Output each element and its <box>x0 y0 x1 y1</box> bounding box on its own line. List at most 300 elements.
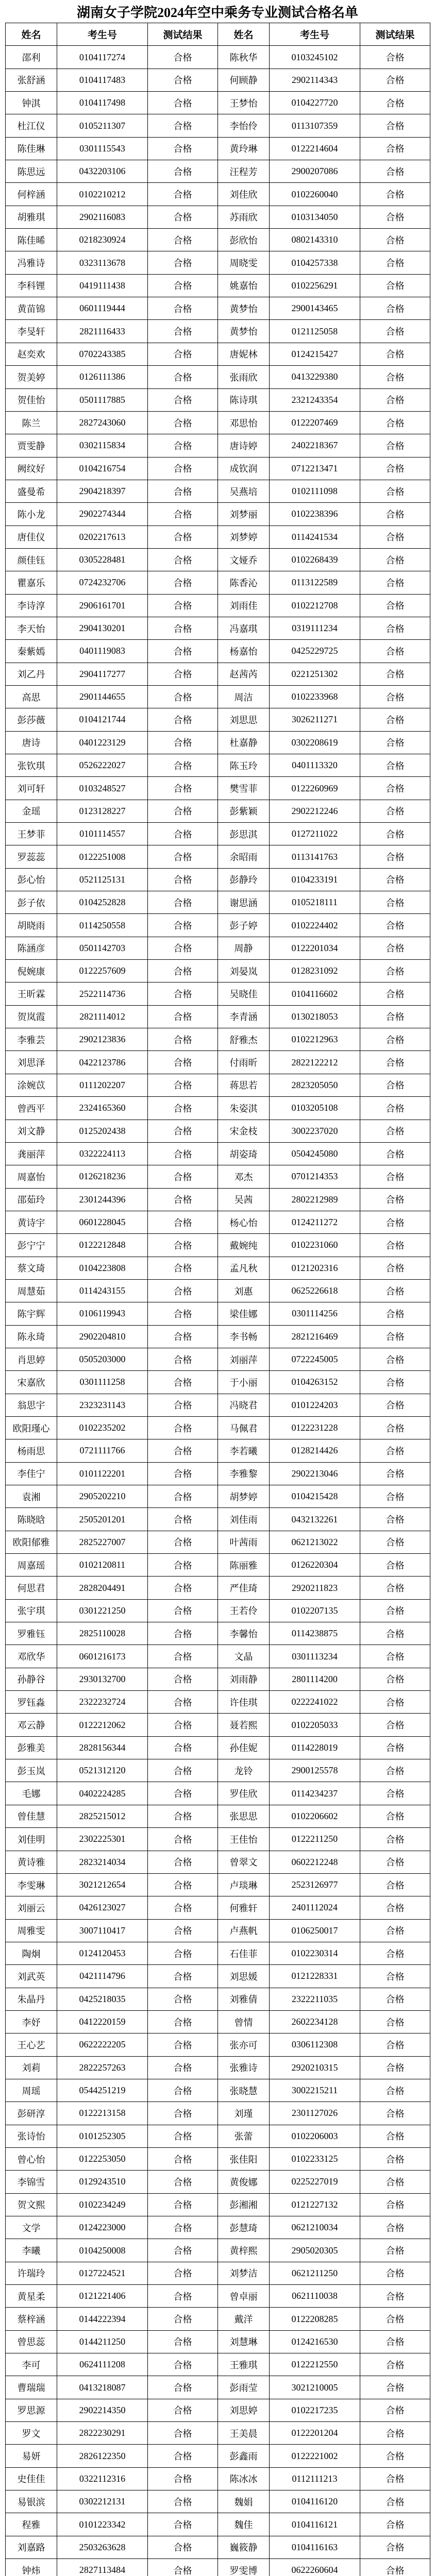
result-cell: 合格 <box>148 1120 218 1142</box>
exam-id-cell: 2906161701 <box>57 594 148 617</box>
name-cell: 程雅 <box>6 2513 57 2536</box>
name-cell: 邓杰 <box>218 1165 270 1188</box>
name-cell: 张舒涵 <box>6 69 57 91</box>
exam-id-cell: 2920211823 <box>270 1577 360 1599</box>
exam-id-cell: 0425218035 <box>57 1988 148 2010</box>
exam-id-cell: 0412220159 <box>57 2010 148 2033</box>
exam-id-cell: 2905202210 <box>57 1485 148 1508</box>
exam-id-cell: 0622260604 <box>270 2559 360 2576</box>
name-cell: 于小丽 <box>218 1371 270 1394</box>
result-cell: 合格 <box>148 1942 218 1964</box>
table-row <box>6 937 430 959</box>
table-row <box>6 137 430 160</box>
exam-id-cell: 0621210034 <box>270 2216 360 2239</box>
exam-id-cell: 0114241534 <box>270 526 360 548</box>
result-cell: 合格 <box>148 2262 218 2284</box>
exam-id-cell: 0621110038 <box>270 2285 360 2308</box>
result-cell: 合格 <box>148 1828 218 1851</box>
table-row <box>6 1485 430 1508</box>
exam-id-cell: 0122231228 <box>270 1416 360 1439</box>
table-row <box>6 366 430 388</box>
result-cell: 合格 <box>148 1142 218 1165</box>
result-cell: 合格 <box>360 1051 430 1074</box>
exam-id-cell: 0114250558 <box>57 914 148 937</box>
name-cell: 欧阳瑾心 <box>6 1416 57 1439</box>
name-cell: 刘惠 <box>218 1279 270 1302</box>
result-cell: 合格 <box>360 183 430 206</box>
table-row <box>6 2147 430 2170</box>
table-row <box>6 1120 430 1142</box>
exam-id-cell: 0102224402 <box>270 914 360 937</box>
table-row <box>6 1234 430 1257</box>
result-cell: 合格 <box>148 1028 218 1051</box>
name-cell: 彭玉岚 <box>6 1759 57 1782</box>
exam-id-cell: 0106119943 <box>57 1302 148 1325</box>
result-cell: 合格 <box>360 206 430 228</box>
result-cell: 合格 <box>148 274 218 297</box>
name-cell: 舒雅杰 <box>218 1028 270 1051</box>
result-cell: 合格 <box>360 685 430 708</box>
name-cell: 贺文熙 <box>6 2193 57 2216</box>
exam-id-cell: 0114228019 <box>270 1736 360 1759</box>
exam-id-cell: 0101252305 <box>57 2125 148 2147</box>
name-cell: 樊雪菲 <box>218 777 270 800</box>
header-result-left: 测试结果 <box>148 23 218 46</box>
result-cell: 合格 <box>360 868 430 891</box>
name-cell: 刘莉 <box>6 2056 57 2079</box>
name-cell: 蔡梓涵 <box>6 2308 57 2330</box>
name-cell: 李书畅 <box>218 1325 270 1348</box>
result-cell: 合格 <box>148 2033 218 2056</box>
result-cell: 合格 <box>360 1622 430 1645</box>
table-row <box>6 1394 430 1416</box>
table-row <box>6 411 430 434</box>
table-row <box>6 845 430 868</box>
result-cell: 合格 <box>360 548 430 571</box>
exam-id-cell: 0122260969 <box>270 777 360 800</box>
header-exam-id-left: 考生号 <box>57 23 148 46</box>
name-cell: 何思君 <box>6 1577 57 1599</box>
exam-id-cell: 0102235202 <box>57 1416 148 1439</box>
table-row <box>6 2422 430 2445</box>
result-cell: 合格 <box>360 2125 430 2147</box>
table-row <box>6 1645 430 1668</box>
exam-id-cell: 0218230924 <box>57 229 148 251</box>
exam-id-cell: 0104216754 <box>57 457 148 480</box>
exam-id-cell: 0104116163 <box>270 2536 360 2558</box>
result-cell: 合格 <box>360 1828 430 1851</box>
name-cell: 张钦琪 <box>6 754 57 777</box>
result-cell: 合格 <box>148 1074 218 1096</box>
name-cell: 黄诗宇 <box>6 1211 57 1233</box>
name-cell: 翁思宇 <box>6 1394 57 1416</box>
table-row <box>6 2193 430 2216</box>
name-cell: 罗思源 <box>6 2399 57 2421</box>
name-cell: 黄梦怡 <box>218 297 270 320</box>
name-cell: 王心艺 <box>6 2033 57 2056</box>
result-cell: 合格 <box>148 1097 218 1120</box>
result-cell: 合格 <box>360 1714 430 1736</box>
result-cell: 合格 <box>360 46 430 69</box>
name-cell: 张亦可 <box>218 2033 270 2056</box>
name-cell: 严佳琦 <box>218 1577 270 1599</box>
name-cell: 汪程芳 <box>218 160 270 183</box>
table-row <box>6 320 430 343</box>
name-cell: 魏娟 <box>218 2490 270 2513</box>
result-cell: 合格 <box>148 1005 218 1028</box>
result-cell: 合格 <box>360 617 430 639</box>
exam-id-cell: 0122221002 <box>270 2445 360 2467</box>
name-cell: 文晶 <box>218 1645 270 1668</box>
exam-id-cell: 2902274344 <box>57 503 148 526</box>
exam-id-cell: 0701214353 <box>270 1165 360 1188</box>
table-row <box>6 1416 430 1439</box>
name-cell: 蔡文琦 <box>6 1257 57 1279</box>
exam-id-cell: 0122212848 <box>57 1234 148 1257</box>
name-cell: 刘思泽 <box>6 1051 57 1074</box>
exam-id-cell: 0419111438 <box>57 274 148 297</box>
result-cell: 合格 <box>148 137 218 160</box>
name-cell: 罗雅钰 <box>6 1622 57 1645</box>
result-cell: 合格 <box>148 2216 218 2239</box>
exam-id-cell: 0104233191 <box>270 868 360 891</box>
name-cell: 罗蕊蕊 <box>6 845 57 868</box>
name-cell: 何梓涵 <box>6 183 57 206</box>
exam-id-cell: 2821116433 <box>57 320 148 343</box>
name-cell: 陈丽雅 <box>218 1554 270 1577</box>
name-cell: 彭子依 <box>6 891 57 914</box>
table-row <box>6 229 430 251</box>
name-cell: 张思思 <box>218 1805 270 1827</box>
table-row <box>6 251 430 274</box>
exam-id-cell: 0101224203 <box>270 1394 360 1416</box>
table-row <box>6 114 430 137</box>
exam-id-cell: 0112111213 <box>270 2467 360 2490</box>
result-cell: 合格 <box>148 46 218 69</box>
exam-id-cell: 0102230314 <box>270 1942 360 1964</box>
result-cell: 合格 <box>148 1691 218 1714</box>
exam-id-cell: 2322232724 <box>57 1691 148 1714</box>
name-cell: 刘思思 <box>218 708 270 731</box>
name-cell: 罗文 <box>6 2422 57 2445</box>
table-row <box>6 1736 430 1759</box>
result-cell: 合格 <box>148 548 218 571</box>
result-cell: 合格 <box>148 1462 218 1485</box>
table-row <box>6 2285 430 2308</box>
table-row <box>6 1782 430 1805</box>
exam-id-cell: 0113141763 <box>270 845 360 868</box>
name-cell: 周慧茹 <box>6 1279 57 1302</box>
result-cell: 合格 <box>148 2490 218 2513</box>
table-row <box>6 1279 430 1302</box>
table-row <box>6 1896 430 1919</box>
exam-id-cell: 0323113678 <box>57 251 148 274</box>
exam-id-cell: 0113107359 <box>270 114 360 137</box>
name-cell: 黄苗锦 <box>6 297 57 320</box>
name-cell: 李科锂 <box>6 274 57 297</box>
exam-id-cell: 0104116121 <box>270 2513 360 2536</box>
header-exam-id-right: 考生号 <box>270 23 360 46</box>
result-cell: 合格 <box>148 1416 218 1439</box>
exam-id-cell: 2323231143 <box>57 1394 148 1416</box>
name-cell: 刘思婷 <box>218 2399 270 2421</box>
name-cell: 刘瑾 <box>218 2102 270 2125</box>
name-cell: 彭研淳 <box>6 2102 57 2125</box>
table-row <box>6 640 430 663</box>
result-cell: 合格 <box>360 1439 430 1462</box>
exam-id-cell: 0501117885 <box>57 388 148 411</box>
table-row <box>6 1165 430 1188</box>
table-row <box>6 206 430 228</box>
result-cell: 合格 <box>360 1257 430 1279</box>
result-cell: 合格 <box>360 114 430 137</box>
name-cell: 陈佳晞 <box>6 229 57 251</box>
name-cell: 张宇琪 <box>6 1599 57 1622</box>
exam-id-cell: 0526222027 <box>57 754 148 777</box>
result-cell: 合格 <box>148 1714 218 1736</box>
exam-id-cell: 0126218236 <box>57 1165 148 1188</box>
result-cell: 合格 <box>360 251 430 274</box>
result-cell: 合格 <box>360 2056 430 2079</box>
name-cell: 杜嘉静 <box>218 731 270 754</box>
result-cell: 合格 <box>360 1097 430 1120</box>
table-row <box>6 731 430 754</box>
name-cell: 赵茜芮 <box>218 663 270 685</box>
exam-id-cell: 0102210212 <box>57 183 148 206</box>
table-row <box>6 503 430 526</box>
result-cell: 合格 <box>148 2308 218 2330</box>
result-cell: 合格 <box>148 594 218 617</box>
table-row <box>6 2445 430 2467</box>
result-cell: 合格 <box>360 69 430 91</box>
exam-id-cell: 0301221250 <box>57 1599 148 1622</box>
exam-id-cell: 0624111208 <box>57 2353 148 2376</box>
result-cell: 合格 <box>360 2308 430 2330</box>
table-row <box>6 2559 430 2576</box>
result-cell: 合格 <box>148 914 218 937</box>
result-cell: 合格 <box>148 617 218 639</box>
name-cell: 陈秋华 <box>218 46 270 69</box>
exam-id-cell: 2825110028 <box>57 1622 148 1645</box>
name-cell: 陈涵彦 <box>6 937 57 959</box>
exam-id-cell: 2902204810 <box>57 1325 148 1348</box>
exam-id-cell: 0101122201 <box>57 1462 148 1485</box>
name-cell: 彭心怡 <box>6 868 57 891</box>
exam-id-cell: 0802143310 <box>270 229 360 251</box>
exam-id-cell: 0114238875 <box>270 1622 360 1645</box>
name-cell: 李天怡 <box>6 617 57 639</box>
name-cell: 刘乙丹 <box>6 663 57 685</box>
name-cell: 钟淇 <box>6 92 57 114</box>
table-row <box>6 1805 430 1827</box>
name-cell: 曾佳慧 <box>6 1805 57 1827</box>
exam-id-cell: 0302115834 <box>57 434 148 457</box>
table-row <box>6 526 430 548</box>
exam-id-cell: 2801114200 <box>270 1668 360 1690</box>
exam-id-cell: 0127224521 <box>57 2262 148 2284</box>
result-cell: 合格 <box>148 891 218 914</box>
table-row <box>6 92 430 114</box>
result-cell: 合格 <box>148 1485 218 1508</box>
name-cell: 胡晓雨 <box>6 914 57 937</box>
result-cell: 合格 <box>360 1988 430 2010</box>
exam-id-cell: 2828204491 <box>57 1577 148 1599</box>
exam-id-cell: 0102206003 <box>270 2125 360 2147</box>
table-row <box>6 1828 430 1851</box>
header-name-left: 姓名 <box>6 23 57 46</box>
result-cell: 合格 <box>148 2376 218 2399</box>
result-cell: 合格 <box>360 137 430 160</box>
exam-id-cell: 0129243510 <box>57 2171 148 2193</box>
table-row <box>6 548 430 571</box>
result-cell: 合格 <box>360 343 430 365</box>
result-cell: 合格 <box>148 754 218 777</box>
table-row <box>6 1714 430 1736</box>
name-cell: 苏雨欣 <box>218 206 270 228</box>
exam-id-cell: 0544251219 <box>57 2079 148 2102</box>
result-cell: 合格 <box>360 1485 430 1508</box>
exam-id-cell: 0401113320 <box>270 754 360 777</box>
result-cell: 合格 <box>148 1371 218 1394</box>
result-cell: 合格 <box>148 2536 218 2558</box>
table-row <box>6 1759 430 1782</box>
table-row <box>6 434 430 457</box>
name-cell: 李妤 <box>6 2010 57 2033</box>
name-cell: 杨心怡 <box>218 1211 270 1233</box>
exam-id-cell: 0102260040 <box>270 183 360 206</box>
table-row <box>6 663 430 685</box>
name-cell: 瞿嘉乐 <box>6 571 57 594</box>
result-cell: 合格 <box>360 2399 430 2421</box>
table-row <box>6 2125 430 2147</box>
name-cell: 罗钰淼 <box>6 1691 57 1714</box>
table-row <box>6 594 430 617</box>
exam-id-cell: 0123128227 <box>57 800 148 822</box>
table-row <box>6 1919 430 1942</box>
name-cell: 刘丽云 <box>6 1896 57 1919</box>
result-cell: 合格 <box>360 2422 430 2445</box>
table-row <box>6 2353 430 2376</box>
exam-id-cell: 0505203000 <box>57 1348 148 1370</box>
result-cell: 合格 <box>148 503 218 526</box>
result-cell: 合格 <box>148 2102 218 2125</box>
exam-id-cell: 0302208619 <box>270 731 360 754</box>
name-cell: 陈思远 <box>6 160 57 183</box>
result-cell: 合格 <box>360 571 430 594</box>
result-cell: 合格 <box>360 160 430 183</box>
result-cell: 合格 <box>148 388 218 411</box>
table-row <box>6 183 430 206</box>
result-cell: 合格 <box>148 1348 218 1370</box>
result-cell: 合格 <box>148 160 218 183</box>
exam-id-cell: 0601228045 <box>57 1211 148 1233</box>
exam-id-cell: 2930132700 <box>57 1668 148 1690</box>
table-row <box>6 2490 430 2513</box>
name-cell: 刘佳雨 <box>218 1508 270 1531</box>
exam-id-cell: 0122212062 <box>57 1714 148 1736</box>
exam-id-cell: 0501142703 <box>57 937 148 959</box>
name-cell: 李雯琳 <box>6 1873 57 1896</box>
name-cell: 彭雨莹 <box>218 2376 270 2399</box>
name-cell: 王昕霖 <box>6 982 57 1005</box>
table-row <box>6 480 430 502</box>
name-cell: 刘丽萍 <box>218 1348 270 1370</box>
result-cell: 合格 <box>148 2513 218 2536</box>
table-row <box>6 1668 430 1690</box>
exam-id-cell: 0103205108 <box>270 1097 360 1120</box>
exam-id-cell: 2904218397 <box>57 480 148 502</box>
exam-id-cell: 0104257338 <box>270 251 360 274</box>
exam-id-cell: 0122211250 <box>270 1828 360 1851</box>
name-cell: 王雅琪 <box>218 2353 270 2376</box>
name-cell: 张雅诗 <box>218 2056 270 2079</box>
exam-id-cell: 0104116120 <box>270 2490 360 2513</box>
name-cell: 刘雨静 <box>218 1668 270 1690</box>
name-cell: 袁湘 <box>6 1485 57 1508</box>
exam-id-cell: 0622222205 <box>57 2033 148 2056</box>
name-cell: 钟炜 <box>6 2559 57 2576</box>
name-cell: 彭湘湘 <box>218 2193 270 2216</box>
exam-id-cell: 0301115543 <box>57 137 148 160</box>
table-row <box>6 274 430 297</box>
name-cell: 黄梓熙 <box>218 2239 270 2262</box>
table-row <box>6 1462 430 1485</box>
name-cell: 李旻轩 <box>6 320 57 343</box>
result-cell: 合格 <box>148 1439 218 1462</box>
table-row <box>6 1851 430 1873</box>
exam-id-cell: 0122214604 <box>270 137 360 160</box>
name-cell: 刘思媛 <box>218 1965 270 1988</box>
name-cell: 刘佳明 <box>6 1828 57 1851</box>
name-cell: 李可 <box>6 2353 57 2376</box>
exam-id-cell: 0114234237 <box>270 1782 360 1805</box>
name-cell: 刘梦婷 <box>218 526 270 548</box>
exam-id-cell: 0413218087 <box>57 2376 148 2399</box>
result-cell: 合格 <box>148 434 218 457</box>
name-cell: 李佳宁 <box>6 1462 57 1485</box>
name-cell: 成钦润 <box>218 457 270 480</box>
table-row <box>6 2056 430 2079</box>
exam-id-cell: 0104121744 <box>57 708 148 731</box>
exam-id-cell: 2822257263 <box>57 2056 148 2079</box>
result-cell: 合格 <box>148 1782 218 1805</box>
exam-id-cell: 0102268439 <box>270 548 360 571</box>
exam-id-cell: 0144222394 <box>57 2308 148 2330</box>
name-cell: 邓云静 <box>6 1714 57 1736</box>
result-cell: 合格 <box>360 2033 430 2056</box>
result-cell: 合格 <box>360 1234 430 1257</box>
exam-id-cell: 0425229725 <box>270 640 360 663</box>
exam-id-cell: 0124215427 <box>270 343 360 365</box>
name-cell: 胡姿琦 <box>218 1142 270 1165</box>
exam-id-cell: 0103245102 <box>270 46 360 69</box>
result-cell: 合格 <box>148 2147 218 2170</box>
table-row <box>6 1508 430 1531</box>
result-cell: 合格 <box>148 1165 218 1188</box>
exam-id-cell: 0105211307 <box>57 114 148 137</box>
name-cell: 张雨欣 <box>218 366 270 388</box>
result-cell: 合格 <box>360 2490 430 2513</box>
result-cell: 合格 <box>360 982 430 1005</box>
result-cell: 合格 <box>148 1965 218 1988</box>
exam-id-cell: 0319111234 <box>270 617 360 639</box>
name-cell: 罗雯博 <box>218 2559 270 2576</box>
name-cell: 高思 <box>6 685 57 708</box>
exam-id-cell: 3002237020 <box>270 1120 360 1142</box>
name-cell: 杨嘉怡 <box>218 640 270 663</box>
exam-id-cell: 0102207135 <box>270 1599 360 1622</box>
result-cell: 合格 <box>148 92 218 114</box>
